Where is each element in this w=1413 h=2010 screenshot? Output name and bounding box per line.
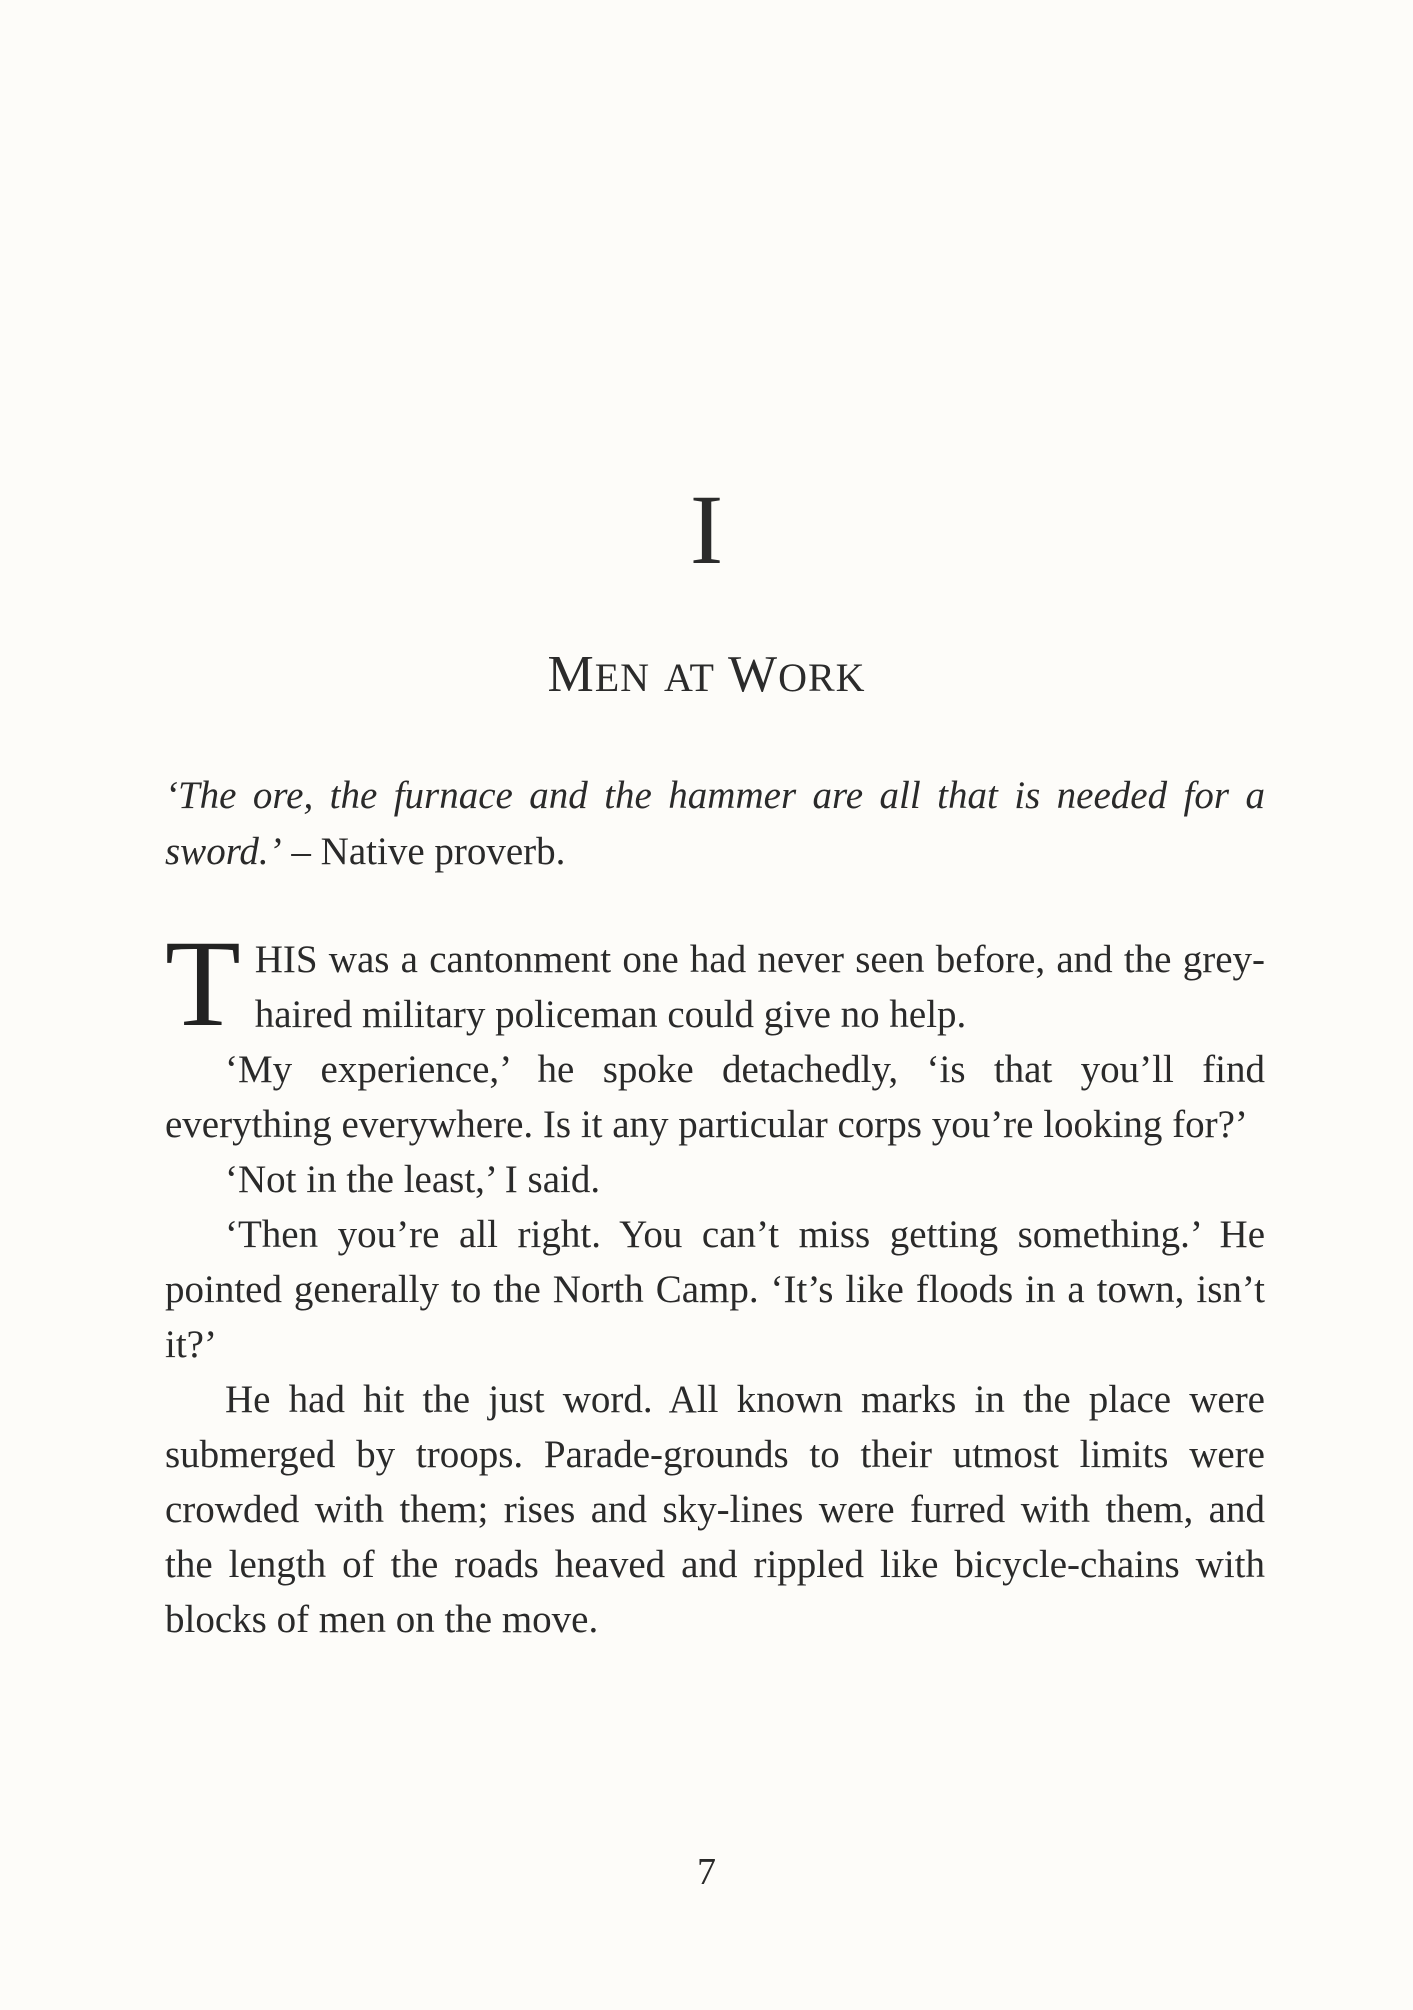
paragraph: ‘Then you’re all right. You can’t miss getting something.’ He pointed generally to the North Camp. ‘It’s like floods in a town, isn’t it?’ bbox=[165, 1213, 1265, 1366]
title-word: WORK bbox=[727, 646, 866, 703]
chapter-title bbox=[0, 645, 1413, 708]
paragraph: THIS was a cantonment one had never seen before, and the grey-haired military policeman could give no help. bbox=[165, 915, 1265, 1052]
epigraph bbox=[165, 768, 1265, 880]
title-word: AT bbox=[664, 655, 715, 700]
paragraph: ‘My experience,’ he spoke detachedly, ‘is that you’ll find everything everywhere. Is it any particular corps you’re looking for?’ bbox=[165, 1048, 1265, 1146]
paragraph: ‘Not in the least,’ I said. bbox=[225, 1158, 601, 1201]
page-number: 7 bbox=[697, 1851, 716, 1893]
paragraph: He had hit the just word. All known marks in the place were submerged by troops. Parade-grounds to their utmost limits were crowded with them; rises and sky-lines were furred with them, and the length of the roads heaved and rippled like bicycle-chains with blocks of men on the move. bbox=[165, 1378, 1265, 1641]
title-word: MEN bbox=[547, 646, 651, 703]
epigraph-quote: ‘The ore, the furnace and the hammer are all that is needed for a sword.’ bbox=[165, 774, 1265, 873]
epigraph-attribution: – Native proverb. bbox=[281, 830, 566, 873]
drop-cap: T bbox=[165, 915, 241, 1052]
chapter-number: I bbox=[689, 474, 724, 585]
chapter-body bbox=[165, 915, 1265, 1647]
